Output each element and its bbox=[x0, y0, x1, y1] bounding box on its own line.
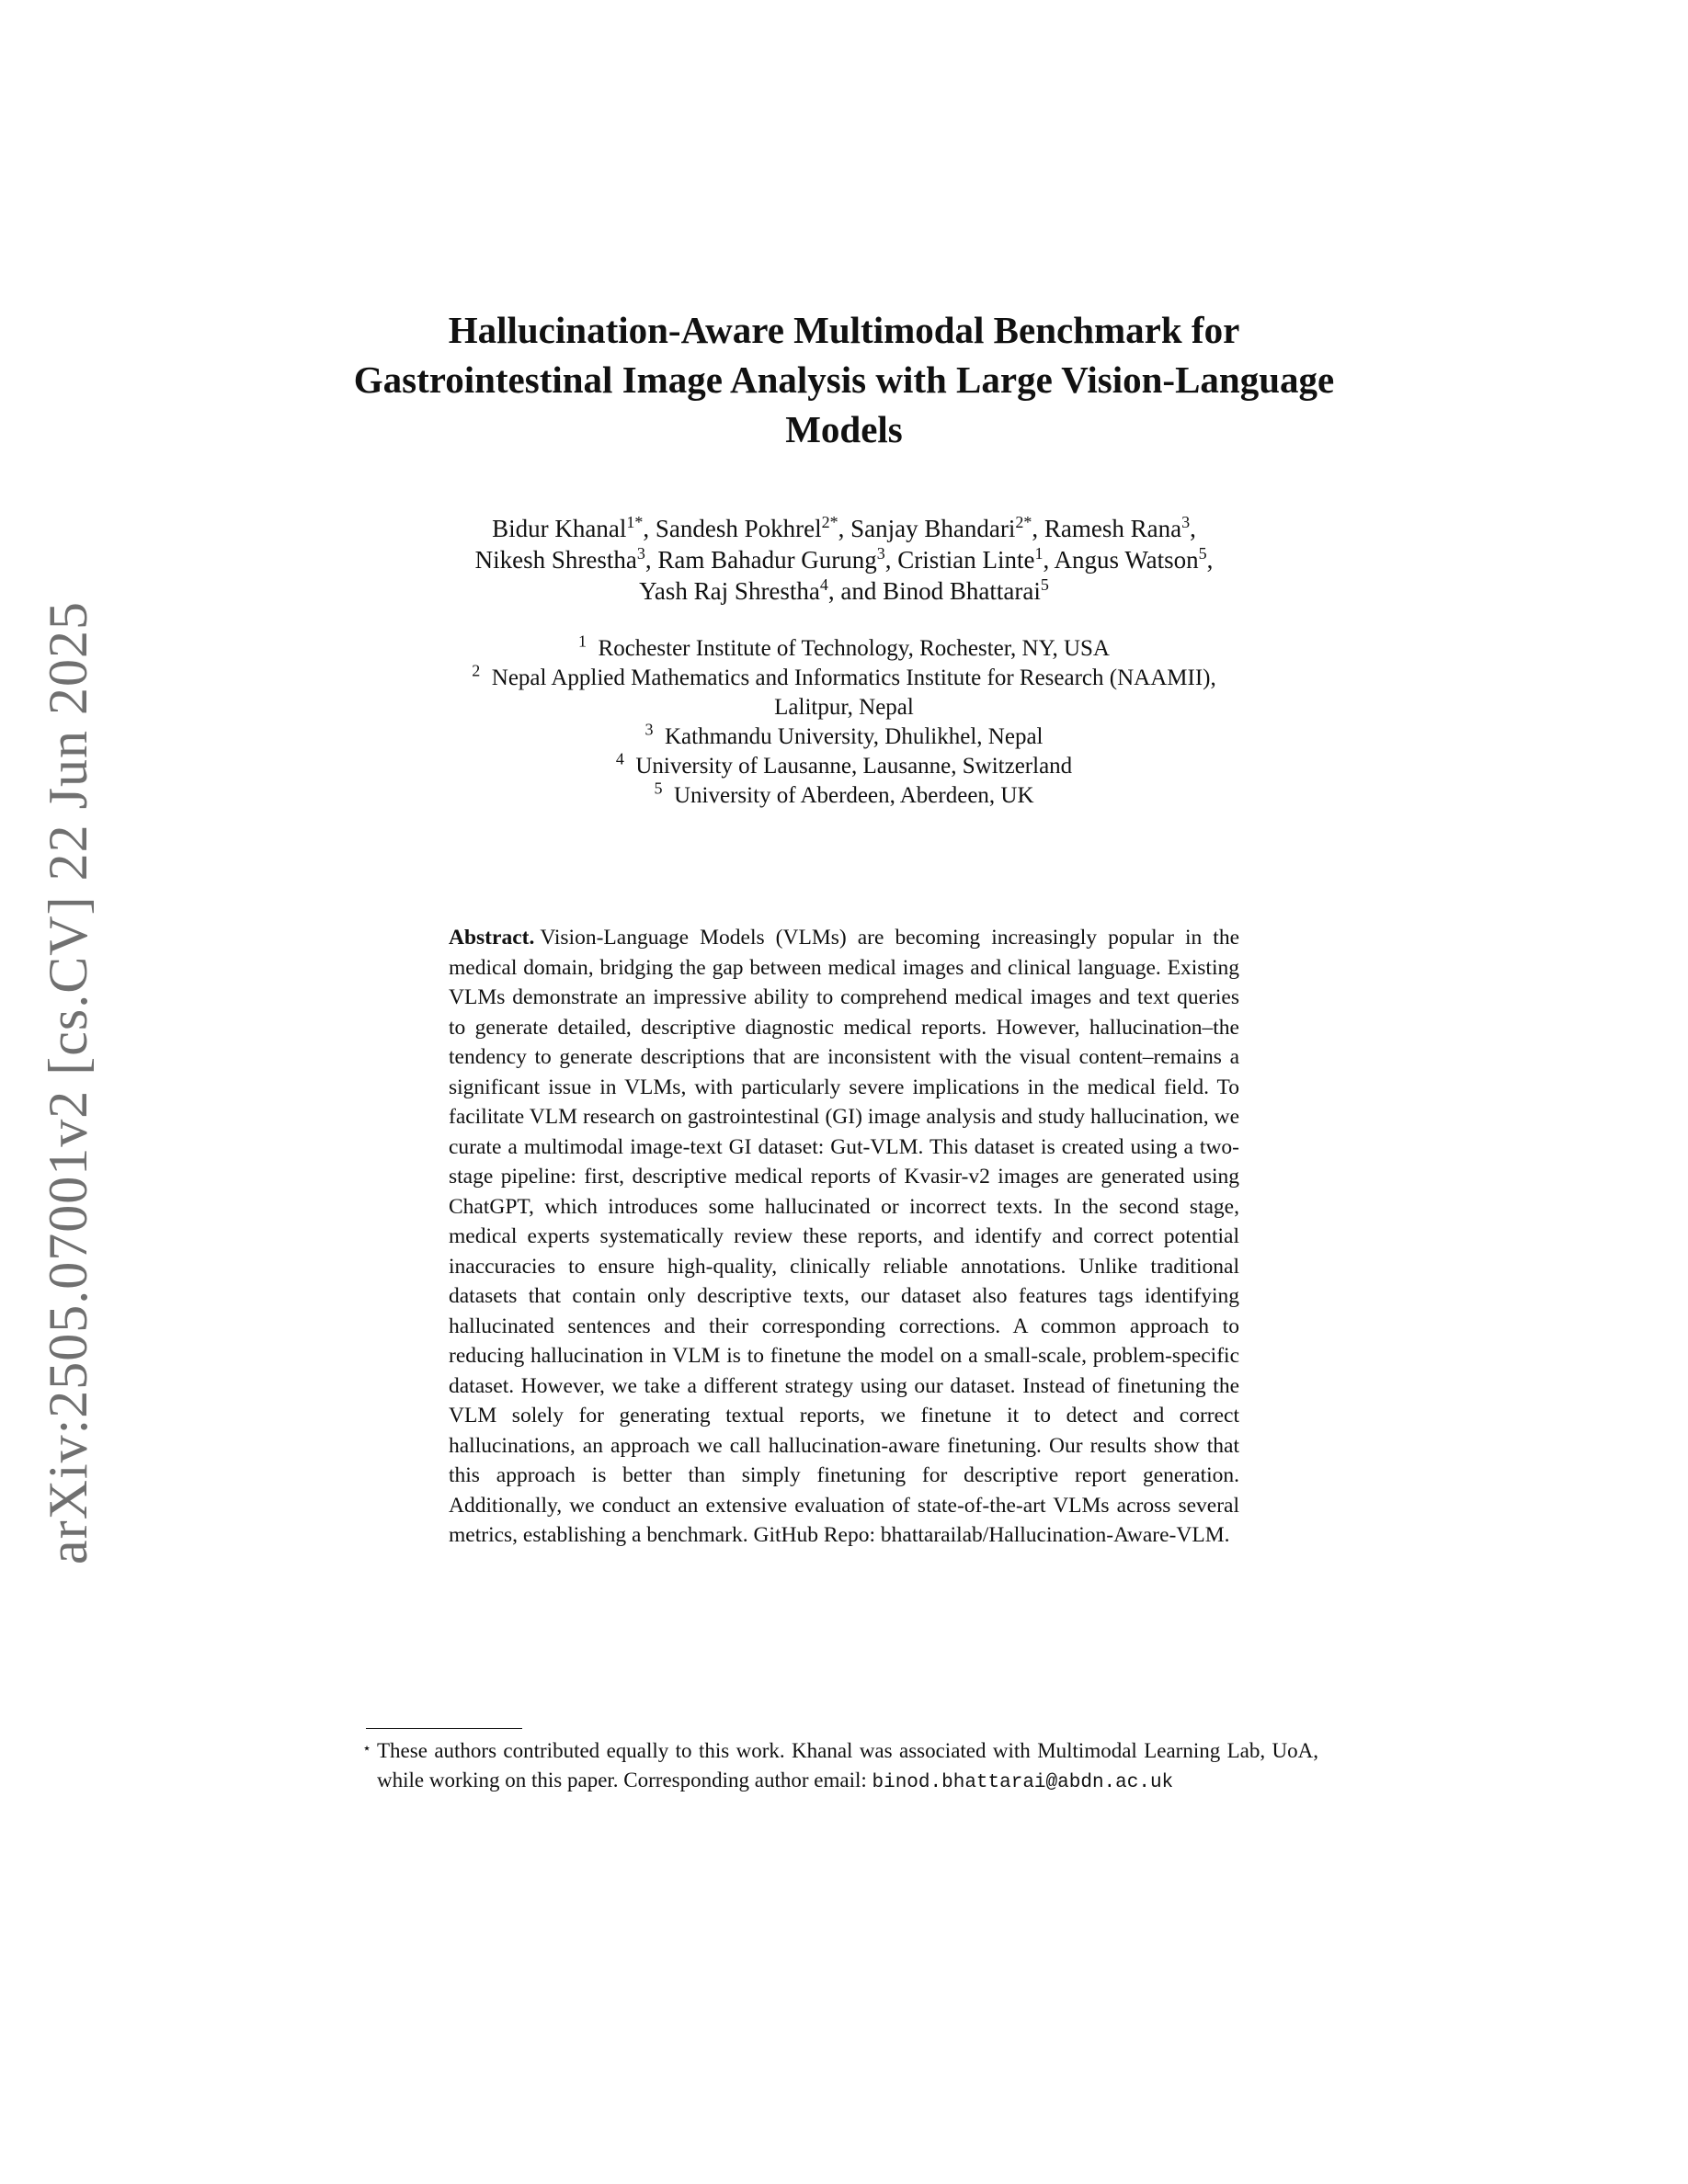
author: Sandesh Pokhrel$^{2*}$, bbox=[655, 513, 845, 542]
footnote bbox=[362, 1736, 1318, 1798]
author: Sanjay Bhandari$^{2*}$, bbox=[850, 513, 1039, 542]
affiliation: $^4$ University of Lausanne, Lausanne, Switzerland bbox=[615, 749, 1073, 779]
author-list bbox=[303, 513, 1385, 607]
author: Bidur Khanal$^{1*}$, bbox=[492, 513, 650, 542]
author: Binod Bhattarai$^5$ bbox=[883, 575, 1049, 605]
author: Nikesh Shrestha$^3$, bbox=[474, 544, 652, 574]
footnote-rule bbox=[366, 1728, 522, 1729]
footnote-text: These authors contributed equally to this work. Khanal was associated with Multimodal Learning Lab, UoA, while working on this paper. Corresponding author email: bbox=[377, 1739, 1318, 1792]
affiliation: $^2$ Nepal Applied Mathematics and Informatics Institute for Research (NAAMII), Lalitpur, Nepal bbox=[472, 661, 1216, 720]
affiliation-list bbox=[331, 631, 1357, 811]
author: Angus Watson$^5$, bbox=[1054, 544, 1214, 574]
author: Cristian Linte$^1$, bbox=[897, 544, 1050, 574]
arxiv-sidebar bbox=[29, 596, 107, 1570]
author: Ram Bahadur Gurung$^3$, bbox=[657, 544, 892, 574]
affiliation: $^1$ Rochester Institute of Technology, Rochester, NY, USA bbox=[578, 631, 1110, 661]
paper-title: Hallucination-Aware Multimodal Benchmark for Gastrointestinal Image Analysis with Large Vision-Language Models bbox=[353, 309, 1335, 450]
abstract bbox=[449, 923, 1239, 1551]
arxiv-stamp: arXiv:2505.07001v2 [cs.CV] 22 Jun 2025 bbox=[38, 601, 98, 1564]
abstract-label: Abstract. bbox=[449, 926, 535, 950]
affiliation: $^5$ University of Aberdeen, Aberdeen, UK bbox=[654, 779, 1034, 808]
affiliation: $^3$ Kathmandu University, Dhulikhel, Nepal bbox=[644, 720, 1044, 749]
footnote-mark: ⋆ bbox=[362, 1741, 372, 1757]
author: Yash Raj Shrestha$^4$, and bbox=[639, 575, 877, 605]
abstract-text: Vision-Language Models (VLMs) are becoming increasingly popular in the medical domain, bridging the gap between medical images and clinical language. Existing VLMs demonstrate an impressive ability to comprehend medical images and text queries to generate detailed, descriptive diagnostic medical reports. However, hallucination–the tendency to generate descriptions that are inconsistent with the visual content–remains a significant issue in VLMs, with particularly severe implications in the medical field. To facilitate VLM research on gastrointestinal (GI) image analysis and study hallucination, we curate a multimodal image-text GI dataset: Gut-VLM. This dataset is created using a two-stage pipeline: first, descriptive medical reports of Kvasir-v2 images are generated using ChatGPT, which introduces some hallucinated or incorrect texts. In the second stage, medical experts systematically review these reports, and identify and correct potential inaccuracies to ensure high-quality, clinically reliable annotations. Unlike traditional datasets that contain only descriptive texts, our dataset also features tags identifying hallucinated sentences and their corresponding corrections. A common approach to reducing hallucination in VLM is to finetune the model on a small-scale, problem-specific dataset. However, we take a different strategy using our dataset. Instead of finetuning the VLM solely for generating textual reports, we finetune it to detect and correct hallucinations, an approach we call hallucination-aware finetuning. Our results show that this approach is better than simply finetuning for descriptive report generation. Additionally, we conduct an extensive evaluation of state-of-the-art VLMs across several metrics, establishing a benchmark. GitHub Repo: bhattarailab/Hallucination-Aware-VLM. bbox=[449, 926, 1239, 1547]
corresponding-email[interactable]: binod.bhattarai@abdn.ac.uk bbox=[872, 1772, 1174, 1793]
author: Ramesh Rana$^3$, bbox=[1044, 513, 1196, 542]
